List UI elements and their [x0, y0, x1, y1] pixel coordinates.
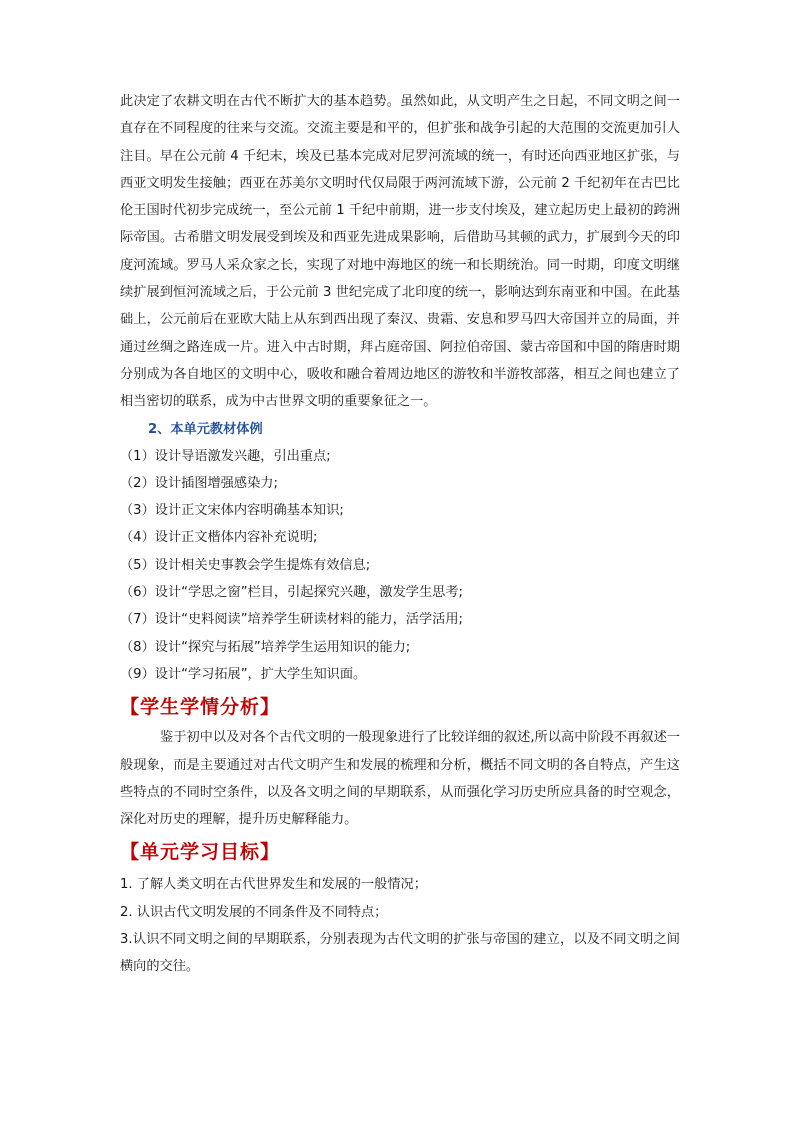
list-item: 1. 了解人类文明在古代世界发生和发展的一般情况； — [120, 877, 427, 893]
section2-title: 2、本单元教材体例 — [148, 421, 263, 437]
analysis-paragraph: 鉴于初中以及对各个古代文明的一般现象进行了比较详细的叙述,所以高中阶段不再叙述一般现象，而是主要通过对古代文明产生和发展的梳理和分析，概括不同文明的各自特点，产生这些特点的不同时空条件，以及各文明之间的早期联系，从而强化学习历史所应具备的时空观念，深化对历史的理解，提升历史解释能力。 — [120, 730, 680, 828]
list-item: （1）设计导语激发兴趣，引出重点; — [120, 448, 331, 464]
list-item: 3.认识不同文明之间的早期联系，分别表现为古代文明的扩张与帝国的建立，以及不同文明之间横向的交往。 — [120, 932, 680, 975]
list-item: （4）设计正文楷体内容补充说明; — [120, 530, 318, 546]
goals-list — [120, 871, 680, 980]
goals-heading: 【单元学习目标】 — [120, 841, 281, 864]
list-item: （8）设计“探究与拓展”培养学生运用知识的能力; — [120, 639, 411, 655]
list-item: （6）设计“学思之窗”栏目，引起探究兴趣，激发学生思考; — [120, 585, 463, 601]
document-page — [120, 88, 680, 981]
list-item: （9）设计“学习拓展”，扩大学生知识面。 — [120, 666, 367, 682]
list-item: （5）设计相关史事教会学生提炼有效信息; — [120, 557, 371, 573]
intro-paragraph: 此决定了农耕文明在古代不断扩大的基本趋势。虽然如此，从文明产生之日起，不同文明之间一直存在不同程度的往来与交流。交流主要是和平的，但扩张和战争引起的大范围的交流更加引人注目。早在公元前 4 千纪末，埃及已基本完成对尼罗河流域的统一，有时还向西亚地区扩张，与西亚文明发生接触；西亚在苏美尔文明时代仅局限于两河流域下游，公元前 2 千纪初年在古巴比伦王国时代初步完成统一，至公元前 1 千纪中前期，进一步支付埃及，建立起历史上最初的跨洲际帝国。古希腊文明发展受到埃及和西亚先进成果影响，后借助马其顿的武力，扩展到今天的印度河流域。罗马人采众家之长，实现了对地中海地区的统一和长期统治。同一时期，印度文明继续扩展到恒河流域之后，于公元前 3 世纪完成了北印度的统一，影响达到东南亚和中国。在此基础上，公元前后在亚欧大陆上从东到西出现了秦汉、贵霜、安息和罗马四大帝国并立的局面，并通过丝绸之路连成一片。进入中古时期，拜占庭帝国、阿拉伯帝国、蒙古帝国和中国的隋唐时期分别成为各自地区的文明中心，吸收和融合着周边地区的游牧和半游牧部落，相互之间也建立了相当密切的联系，成为中古世界文明的重要象征之一。 — [120, 94, 680, 410]
list-item: （2）设计插图增强感染力; — [120, 475, 278, 491]
list-item: （3）设计正文宋体内容明确基本知识; — [120, 503, 344, 519]
analysis-heading: 【学生学情分析】 — [120, 696, 281, 719]
list-item: 2. 认识古代文明发展的不同条件及不同特点； — [120, 904, 388, 920]
list-item: （7）设计“史料阅读”培养学生研读材料的能力，活学活用; — [120, 612, 463, 628]
section2-list — [120, 443, 680, 689]
